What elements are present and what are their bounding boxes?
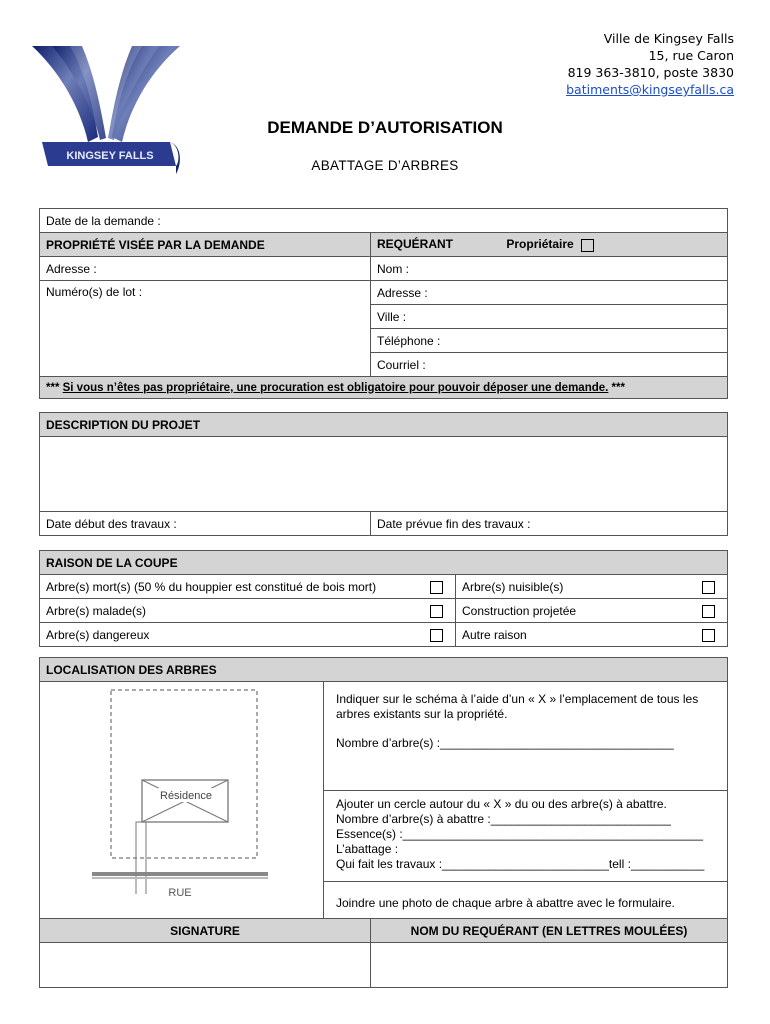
document-subtitle: ABATTAGE D’ARBRES [311,158,459,173]
signature-header: SIGNATURE [40,919,371,943]
proprietaire-checkbox[interactable] [581,239,594,252]
address-line: Ville de Kingsey Falls [603,31,734,46]
procuration-notice: *** Si vous n’êtes pas propriétaire, une procuration est obligatoire pour pouvoir déposer une demande. *** [40,377,728,399]
nombre-abattre-field[interactable]: Nombre d’arbre(s) à abattre :___________________________ [336,812,671,826]
raison-coupe-table [39,550,728,647]
raison-dangereux-checkbox-cell [418,623,456,647]
abattage-label: L’abattage : [336,842,399,856]
nom-requerant-field[interactable] [371,943,728,988]
signature-table [39,918,728,988]
instruction-existing-trees: Indiquer sur le schéma à l’aide d’un « X » l’emplacement de tous les arbres existants sur la propriété. [336,692,699,721]
date-debut-field[interactable]: Date début des travaux : [40,512,371,536]
instruction-circle-trees: Ajouter un cercle autour du « X » du ou des arbre(s) à abattre. [336,797,667,811]
residence-label: Résidence [160,790,212,802]
nombre-arbres-field[interactable]: Nombre d’arbre(s) :___________________________________ [336,736,674,750]
localisation-instruction-cell [324,682,728,791]
raison-autre-label: Autre raison [456,623,691,647]
description-field[interactable] [40,437,728,512]
requerant-header [371,233,728,257]
localisation-header: LOCALISATION DES ARBRES [40,658,728,682]
raison-autre-checkbox-cell [691,623,728,647]
proprietaire-checkbox-group[interactable] [506,237,594,251]
numero-lot-field[interactable]: Numéro(s) de lot : [40,281,371,377]
essences-field[interactable]: Essence(s) :_____________________________________________ [336,827,704,841]
raison-dangereux-checkbox[interactable] [430,629,443,642]
raison-autre-checkbox[interactable] [702,629,715,642]
signature-field[interactable] [40,943,371,988]
site-schema[interactable] [40,682,323,910]
raison-malade-checkbox-cell [418,599,456,623]
logo-text: KINGSEY FALLS [66,150,154,162]
adresse-requerant-field[interactable]: Adresse : [371,281,728,305]
adresse-field[interactable]: Adresse : [40,257,371,281]
raison-malade-checkbox[interactable] [430,605,443,618]
proprietaire-label: Propriétaire [506,237,574,252]
raison-construction-checkbox-cell [691,599,728,623]
nom-field[interactable]: Nom : [371,257,728,281]
localisation-table [39,657,728,925]
requerant-label: REQUÉRANT [377,237,454,252]
courriel-field[interactable]: Courriel : [371,353,728,377]
raison-mort-label: Arbre(s) mort(s) (50 % du houppier est constitué de bois mort) [40,575,418,599]
date-demande-field[interactable]: Date de la demande : [40,209,728,233]
propriete-header: PROPRIÉTÉ VISÉE PAR LA DEMANDE [40,233,371,257]
photo-instruction: Joindre une photo de chaque arbre à abattre avec le formulaire. [324,882,728,925]
raison-mort-checkbox-cell [418,575,456,599]
document-title: DEMANDE D’AUTORISATION [267,118,503,137]
rue-label: RUE [168,887,192,899]
raison-malade-label: Arbre(s) malade(s) [40,599,418,623]
abattage-details-cell [324,791,728,882]
raison-construction-label: Construction projetée [456,599,691,623]
raison-nuisible-checkbox-cell [691,575,728,599]
address-line: 15, rue Caron [648,48,734,63]
address-line: 819 363-3810, poste 3830 [567,65,734,80]
qui-fait-field[interactable]: Qui fait les travaux :_________________________tell :___________ [336,857,705,871]
telephone-field[interactable]: Téléphone : [371,329,728,353]
nom-requerant-header: NOM DU REQUÉRANT (EN LETTRES MOULÉES) [371,919,728,943]
notice-text: Si vous n’êtes pas propriétaire, une procuration est obligatoire pour pouvoir déposer une demande. [62,381,609,394]
raison-header: RAISON DE LA COUPE [40,551,728,575]
raison-nuisible-label: Arbre(s) nuisible(s) [456,575,691,599]
raison-mort-checkbox[interactable] [430,581,443,594]
address-block [566,30,734,98]
raison-dangereux-label: Arbre(s) dangereux [40,623,418,647]
ville-field[interactable]: Ville : [371,305,728,329]
date-fin-field[interactable]: Date prévue fin des travaux : [371,512,728,536]
email-link[interactable]: batiments@kingseyfalls.ca [566,82,734,97]
raison-nuisible-checkbox[interactable] [702,581,715,594]
raison-construction-checkbox[interactable] [702,605,715,618]
project-description-table [39,412,728,536]
property-applicant-table [39,208,728,399]
description-header: DESCRIPTION DU PROJET [40,413,728,437]
site-schema-cell[interactable] [40,682,324,925]
